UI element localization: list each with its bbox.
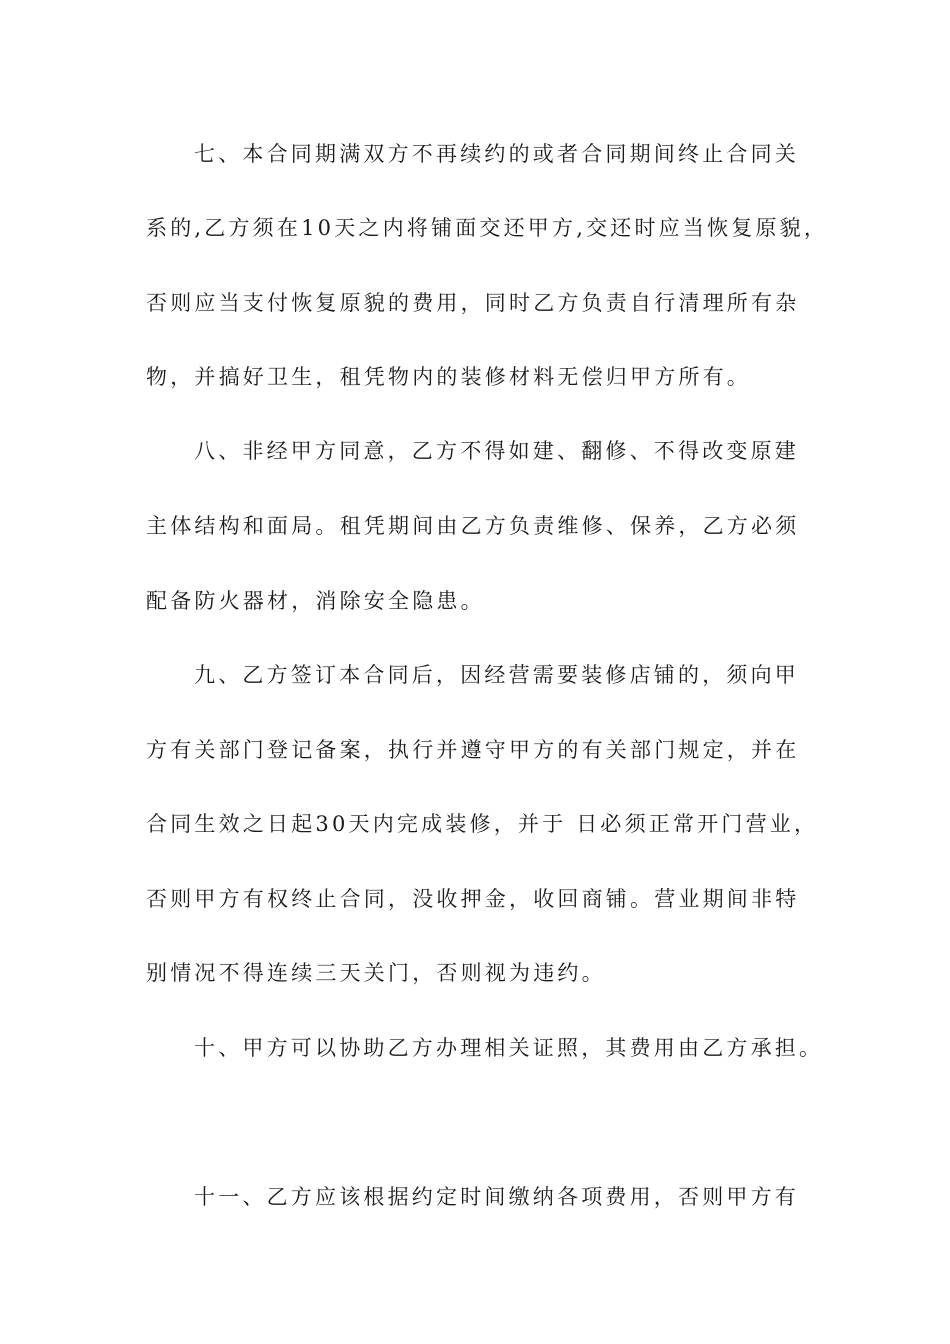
clause-9-line-3: 合同生效之日起30天内完成装修，并于 日必须正常开门营业， xyxy=(146,812,819,836)
clause-7-line-1: 七、本合同期满双方不再续约的或者合同期间终止合同关 xyxy=(194,142,799,166)
clause-9-line-5: 别情况不得连续三天关门，否则视为违约。 xyxy=(146,961,606,985)
clause-7-line-2: 系的,乙方须在10天之内将铺面交还甲方,交还时应当恢复原貌， xyxy=(146,216,829,240)
clause-8-line-1: 八、非经甲方同意，乙方不得如建、翻修、不得改变原建 xyxy=(194,439,799,463)
clause-10-line-1: 十、甲方可以协助乙方办理相关证照，其费用由乙方承担。 xyxy=(194,1036,824,1060)
clause-7-line-3: 否则应当支付恢复原貌的费用，同时乙方负责自行清理所有杂 xyxy=(146,291,800,315)
clause-8-line-3: 配备防火器材，消除安全隐患。 xyxy=(146,589,485,613)
clause-11-line-1: 十一、乙方应该根据约定时间缴纳各项费用，否则甲方有 xyxy=(194,1185,799,1209)
clause-9-line-1: 九、乙方签订本合同后，因经营需要装修店铺的，须向甲 xyxy=(194,663,799,687)
clause-8-line-2: 主体结构和面局。租凭期间由乙方负责维修、保养，乙方必须 xyxy=(146,514,800,538)
clause-9-line-4: 否则甲方有权终止合同，没收押金，收回商铺。营业期间非特 xyxy=(146,887,800,911)
clause-9-line-2: 方有关部门登记备案，执行并遵守甲方的有关部门规定，并在 xyxy=(146,738,800,762)
clause-7-line-4: 物，并搞好卫生，租凭物内的装修材料无偿归甲方所有。 xyxy=(146,365,751,389)
